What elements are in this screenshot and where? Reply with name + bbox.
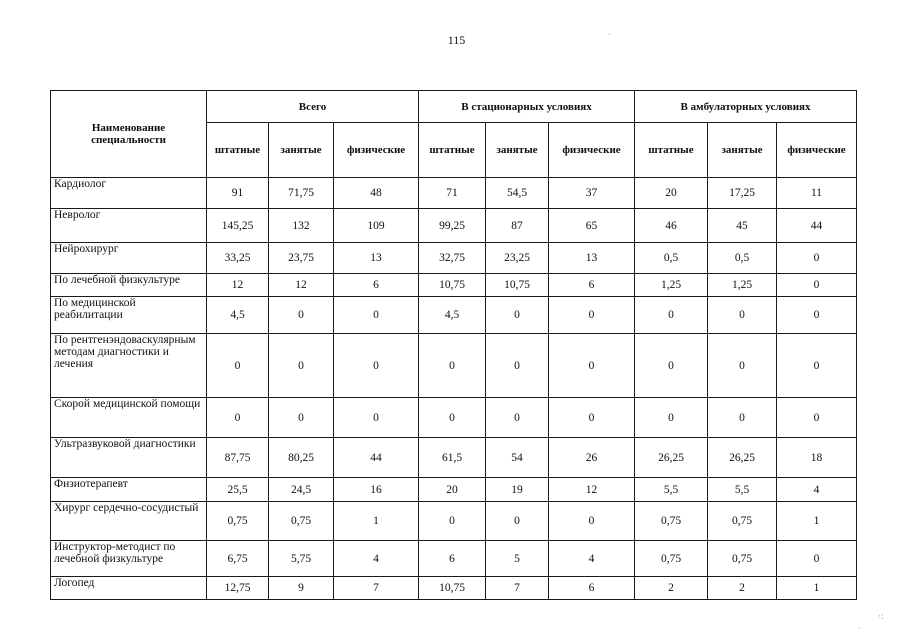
- specialty-name-cell: Физиотерапевт: [51, 478, 207, 502]
- value-cell: 91: [207, 178, 269, 209]
- value-cell: 10,75: [419, 274, 486, 297]
- subheader-cell: штатные: [207, 123, 269, 178]
- value-cell: 13: [549, 243, 635, 274]
- value-cell: 25,5: [207, 478, 269, 502]
- value-cell: 32,75: [419, 243, 486, 274]
- specialty-name-cell: Ультразвуковой диагностики: [51, 438, 207, 478]
- specialty-name-cell: По рентгенэндоваскулярным методам диагностики и лечения: [51, 334, 207, 398]
- value-cell: 6: [419, 541, 486, 577]
- value-cell: 0: [708, 334, 777, 398]
- value-cell: 0: [207, 334, 269, 398]
- page-number: 115: [447, 33, 466, 47]
- value-cell: 44: [777, 209, 857, 243]
- value-cell: 0,5: [708, 243, 777, 274]
- value-cell: 0: [419, 334, 486, 398]
- value-cell: 12,75: [207, 577, 269, 600]
- value-cell: 2: [635, 577, 708, 600]
- table-row: [51, 334, 857, 398]
- value-cell: 71: [419, 178, 486, 209]
- value-cell: 5,5: [635, 478, 708, 502]
- value-cell: 0: [777, 297, 857, 334]
- value-cell: 6: [334, 274, 419, 297]
- value-cell: 26: [549, 438, 635, 478]
- value-cell: 0,5: [635, 243, 708, 274]
- value-cell: 87: [486, 209, 549, 243]
- value-cell: 0: [777, 243, 857, 274]
- value-cell: 46: [635, 209, 708, 243]
- value-cell: 17,25: [708, 178, 777, 209]
- specialty-name-cell: По медицинской реабилитации: [51, 297, 207, 334]
- value-cell: 18: [777, 438, 857, 478]
- value-cell: 26,25: [708, 438, 777, 478]
- value-cell: 0: [777, 274, 857, 297]
- specialty-name-cell: Скорой медицинской помощи: [51, 398, 207, 438]
- group-header-outpatient: В амбулаторных условиях: [635, 91, 857, 123]
- value-cell: 0: [334, 297, 419, 334]
- specialty-name-cell: По лечебной физкультуре: [51, 274, 207, 297]
- value-cell: 19: [486, 478, 549, 502]
- value-cell: 6,75: [207, 541, 269, 577]
- group-header-total: Всего: [207, 91, 419, 123]
- value-cell: 4,5: [207, 297, 269, 334]
- value-cell: 61,5: [419, 438, 486, 478]
- table-row: [51, 274, 857, 297]
- value-cell: 16: [334, 478, 419, 502]
- value-cell: 0,75: [269, 502, 334, 541]
- value-cell: 0: [549, 502, 635, 541]
- value-cell: 1: [334, 502, 419, 541]
- table-row: [51, 438, 857, 478]
- value-cell: 4: [334, 541, 419, 577]
- subheader-cell: штатные: [419, 123, 486, 178]
- staffing-table: [50, 90, 857, 600]
- value-cell: 1: [777, 502, 857, 541]
- table-row: [51, 478, 857, 502]
- table-row: [51, 577, 857, 600]
- subheader-cell: физические: [549, 123, 635, 178]
- scan-speck: ·: [858, 623, 861, 633]
- value-cell: 5,75: [269, 541, 334, 577]
- table-row: [51, 178, 857, 209]
- table-row: [51, 502, 857, 541]
- subheader-cell: занятые: [708, 123, 777, 178]
- value-cell: 1,25: [708, 274, 777, 297]
- value-cell: 0: [549, 334, 635, 398]
- group-header-row: [51, 91, 857, 123]
- value-cell: 0,75: [708, 541, 777, 577]
- specialty-name-cell: Кардиолог: [51, 178, 207, 209]
- value-cell: 4,5: [419, 297, 486, 334]
- value-cell: 0,75: [635, 541, 708, 577]
- table-row: [51, 209, 857, 243]
- table-row: [51, 243, 857, 274]
- value-cell: 0: [334, 334, 419, 398]
- value-cell: 65: [549, 209, 635, 243]
- value-cell: 0: [486, 334, 549, 398]
- specialty-name-cell: Нейрохирург: [51, 243, 207, 274]
- value-cell: 0: [708, 297, 777, 334]
- value-cell: 5,5: [708, 478, 777, 502]
- value-cell: 23,75: [269, 243, 334, 274]
- value-cell: 0: [635, 334, 708, 398]
- value-cell: 10,75: [486, 274, 549, 297]
- value-cell: 87,75: [207, 438, 269, 478]
- table-body: [51, 178, 857, 600]
- value-cell: 0: [777, 334, 857, 398]
- value-cell: 26,25: [635, 438, 708, 478]
- value-cell: 0: [269, 297, 334, 334]
- value-cell: 0: [635, 398, 708, 438]
- value-cell: 0: [486, 502, 549, 541]
- value-cell: 0: [486, 297, 549, 334]
- table-row: [51, 541, 857, 577]
- value-cell: 54,5: [486, 178, 549, 209]
- table-row: [51, 297, 857, 334]
- value-cell: 0: [269, 334, 334, 398]
- scan-speck: ·: [608, 29, 611, 39]
- value-cell: 0: [708, 398, 777, 438]
- value-cell: 0: [419, 502, 486, 541]
- value-cell: 0: [269, 398, 334, 438]
- subheader-cell: физические: [777, 123, 857, 178]
- value-cell: 7: [486, 577, 549, 600]
- value-cell: 33,25: [207, 243, 269, 274]
- value-cell: 44: [334, 438, 419, 478]
- value-cell: 20: [419, 478, 486, 502]
- value-cell: 0: [777, 541, 857, 577]
- value-cell: 6: [549, 577, 635, 600]
- value-cell: 0: [486, 398, 549, 438]
- value-cell: 23,25: [486, 243, 549, 274]
- group-header-inpatient: В стационарных условиях: [419, 91, 635, 123]
- subheader-cell: штатные: [635, 123, 708, 178]
- subheader-cell: занятые: [269, 123, 334, 178]
- value-cell: 0: [635, 297, 708, 334]
- value-cell: 20: [635, 178, 708, 209]
- value-cell: 0: [549, 398, 635, 438]
- value-cell: 12: [549, 478, 635, 502]
- value-cell: 0,75: [708, 502, 777, 541]
- subheader-cell: занятые: [486, 123, 549, 178]
- value-cell: 80,25: [269, 438, 334, 478]
- value-cell: 48: [334, 178, 419, 209]
- value-cell: 71,75: [269, 178, 334, 209]
- value-cell: 7: [334, 577, 419, 600]
- value-cell: 37: [549, 178, 635, 209]
- value-cell: 109: [334, 209, 419, 243]
- value-cell: 1,25: [635, 274, 708, 297]
- value-cell: 45: [708, 209, 777, 243]
- value-cell: 10,75: [419, 577, 486, 600]
- value-cell: 99,25: [419, 209, 486, 243]
- specialty-name-cell: Логопед: [51, 577, 207, 600]
- value-cell: 0,75: [635, 502, 708, 541]
- specialty-name-header: Наименование специальности: [51, 91, 207, 178]
- value-cell: 13: [334, 243, 419, 274]
- value-cell: 1: [777, 577, 857, 600]
- scan-speck: ·:: [878, 611, 884, 621]
- value-cell: 0: [207, 398, 269, 438]
- value-cell: 5: [486, 541, 549, 577]
- value-cell: 2: [708, 577, 777, 600]
- value-cell: 0: [549, 297, 635, 334]
- value-cell: 0: [777, 398, 857, 438]
- value-cell: 11: [777, 178, 857, 209]
- table-row: [51, 398, 857, 438]
- value-cell: 12: [207, 274, 269, 297]
- value-cell: 4: [777, 478, 857, 502]
- value-cell: 12: [269, 274, 334, 297]
- specialty-name-cell: Невролог: [51, 209, 207, 243]
- value-cell: 9: [269, 577, 334, 600]
- value-cell: 145,25: [207, 209, 269, 243]
- value-cell: 132: [269, 209, 334, 243]
- value-cell: 54: [486, 438, 549, 478]
- subheader-cell: физические: [334, 123, 419, 178]
- value-cell: 4: [549, 541, 635, 577]
- value-cell: 6: [549, 274, 635, 297]
- value-cell: 0,75: [207, 502, 269, 541]
- value-cell: 24,5: [269, 478, 334, 502]
- specialty-name-cell: Хирург сердечно-сосудистый: [51, 502, 207, 541]
- value-cell: 0: [419, 398, 486, 438]
- specialty-name-cell: Инструктор-методист по лечебной физкультуре: [51, 541, 207, 577]
- value-cell: 0: [334, 398, 419, 438]
